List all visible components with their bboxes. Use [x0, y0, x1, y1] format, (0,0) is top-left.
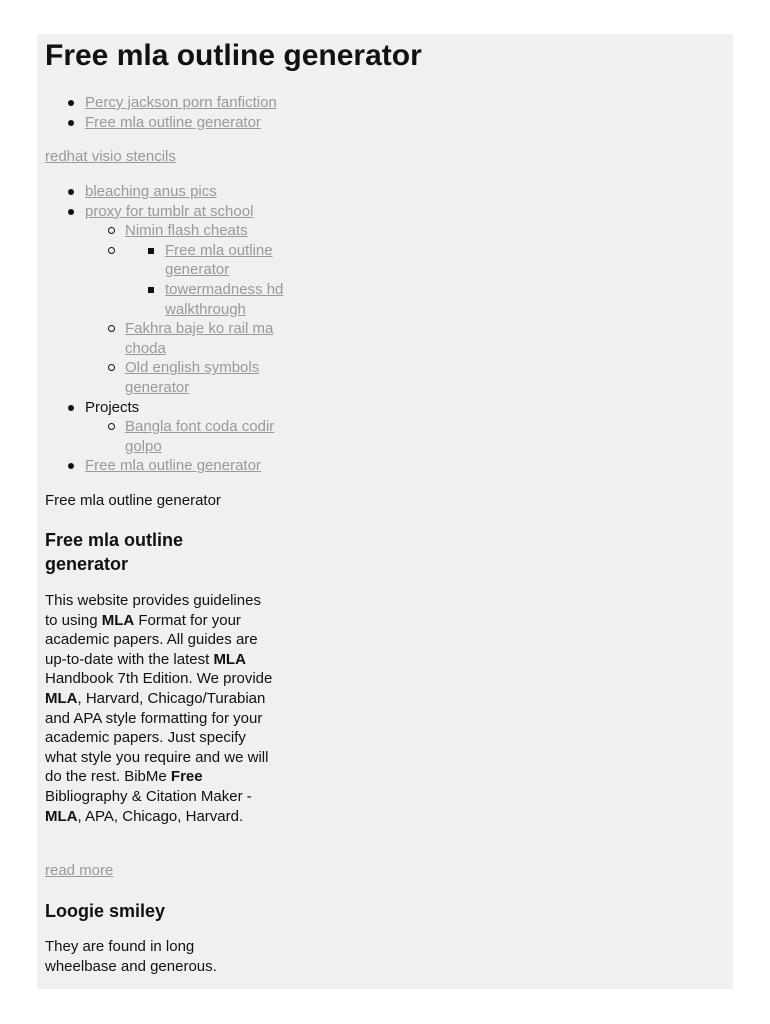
nav-link-1[interactable]: bleaching anus pics	[85, 183, 217, 200]
nav-sublist	[85, 221, 315, 397]
standalone-link[interactable]: redhat visio stencils	[45, 148, 176, 165]
top-link-2[interactable]: Free mla outline generator	[85, 113, 261, 131]
paragraph-text: Handbook 7th Edition. We provide	[45, 670, 273, 688]
list-item	[45, 93, 315, 113]
read-more-link[interactable]: read more	[45, 862, 114, 879]
nav-sub-link-2[interactable]: Fakhra baje ko rail ma choda	[125, 320, 274, 357]
plain-line-text: Free mla outline generator	[45, 492, 221, 509]
plain-line	[45, 491, 275, 511]
paragraph-text: Bibliography & Citation Maker -	[45, 787, 252, 805]
list-item	[85, 319, 305, 358]
nav-subsub-link-2[interactable]: towermadness hd walkthrough	[165, 280, 284, 318]
section-2-heading: Loogie smiley	[45, 901, 166, 921]
list-item	[45, 456, 315, 476]
nav-link-last[interactable]: Free mla outline generator	[85, 457, 261, 475]
paragraph-bold: MLA	[45, 807, 78, 825]
section-1-heading: Free mla outline generator	[45, 530, 184, 574]
list-item	[45, 398, 315, 457]
paragraph-bold: MLA	[101, 611, 135, 629]
nav-subsub-link-1[interactable]: Free mla outline generator	[165, 241, 273, 279]
standalone-link-wrap	[45, 147, 275, 167]
list-item	[85, 221, 305, 241]
list-item	[125, 241, 300, 280]
paragraph-bold: MLA	[45, 689, 78, 707]
nav-sub-link-3[interactable]: Old english symbols generator	[125, 359, 260, 396]
paragraph-text: , Harvard, Chicago/Turabian and APA style formatting for your academic papers. Just specify what style you require and we will do the rest. BibMe	[45, 689, 269, 786]
list-item	[45, 113, 315, 133]
top-link-1[interactable]: Percy jackson porn fanfiction	[85, 94, 277, 111]
page-title: Free mla outline generator	[45, 39, 422, 72]
list-item	[85, 241, 305, 319]
section-2-paragraph: They are found in long wheelbase and generous.	[45, 938, 217, 975]
paragraph-text: Format for your academic papers. All guides are up-to-date with the latest	[45, 611, 258, 668]
section-1-paragraph	[45, 591, 273, 826]
top-link-list	[45, 93, 315, 132]
paragraph-bold: MLA	[213, 650, 246, 668]
page-content	[37, 34, 733, 989]
projects-sub-link-1[interactable]: Bangla font coda codir golpo	[125, 418, 275, 455]
nav-subsublist	[125, 241, 305, 319]
paragraph-bold: Free	[170, 768, 203, 786]
read-more-wrap	[45, 861, 275, 881]
nav-sub-link-1[interactable]: Nimin flash cheats	[125, 222, 248, 240]
section-1	[45, 528, 260, 576]
paragraph-text: This website provides guidelines to using	[45, 592, 261, 629]
nav-list	[45, 182, 315, 476]
list-item	[85, 358, 305, 397]
paragraph-text: , APA, Chicago, Harvard.	[77, 807, 244, 825]
list-item	[125, 280, 300, 319]
projects-sublist	[85, 417, 315, 456]
nav-link-2[interactable]: proxy for tumblr at school	[85, 202, 254, 220]
section-2	[45, 899, 275, 923]
list-item	[85, 417, 305, 456]
section-2-body	[45, 937, 245, 976]
list-item	[45, 202, 315, 398]
section-1-body	[45, 591, 273, 826]
projects-label: Projects	[85, 398, 140, 416]
list-item	[45, 182, 315, 202]
